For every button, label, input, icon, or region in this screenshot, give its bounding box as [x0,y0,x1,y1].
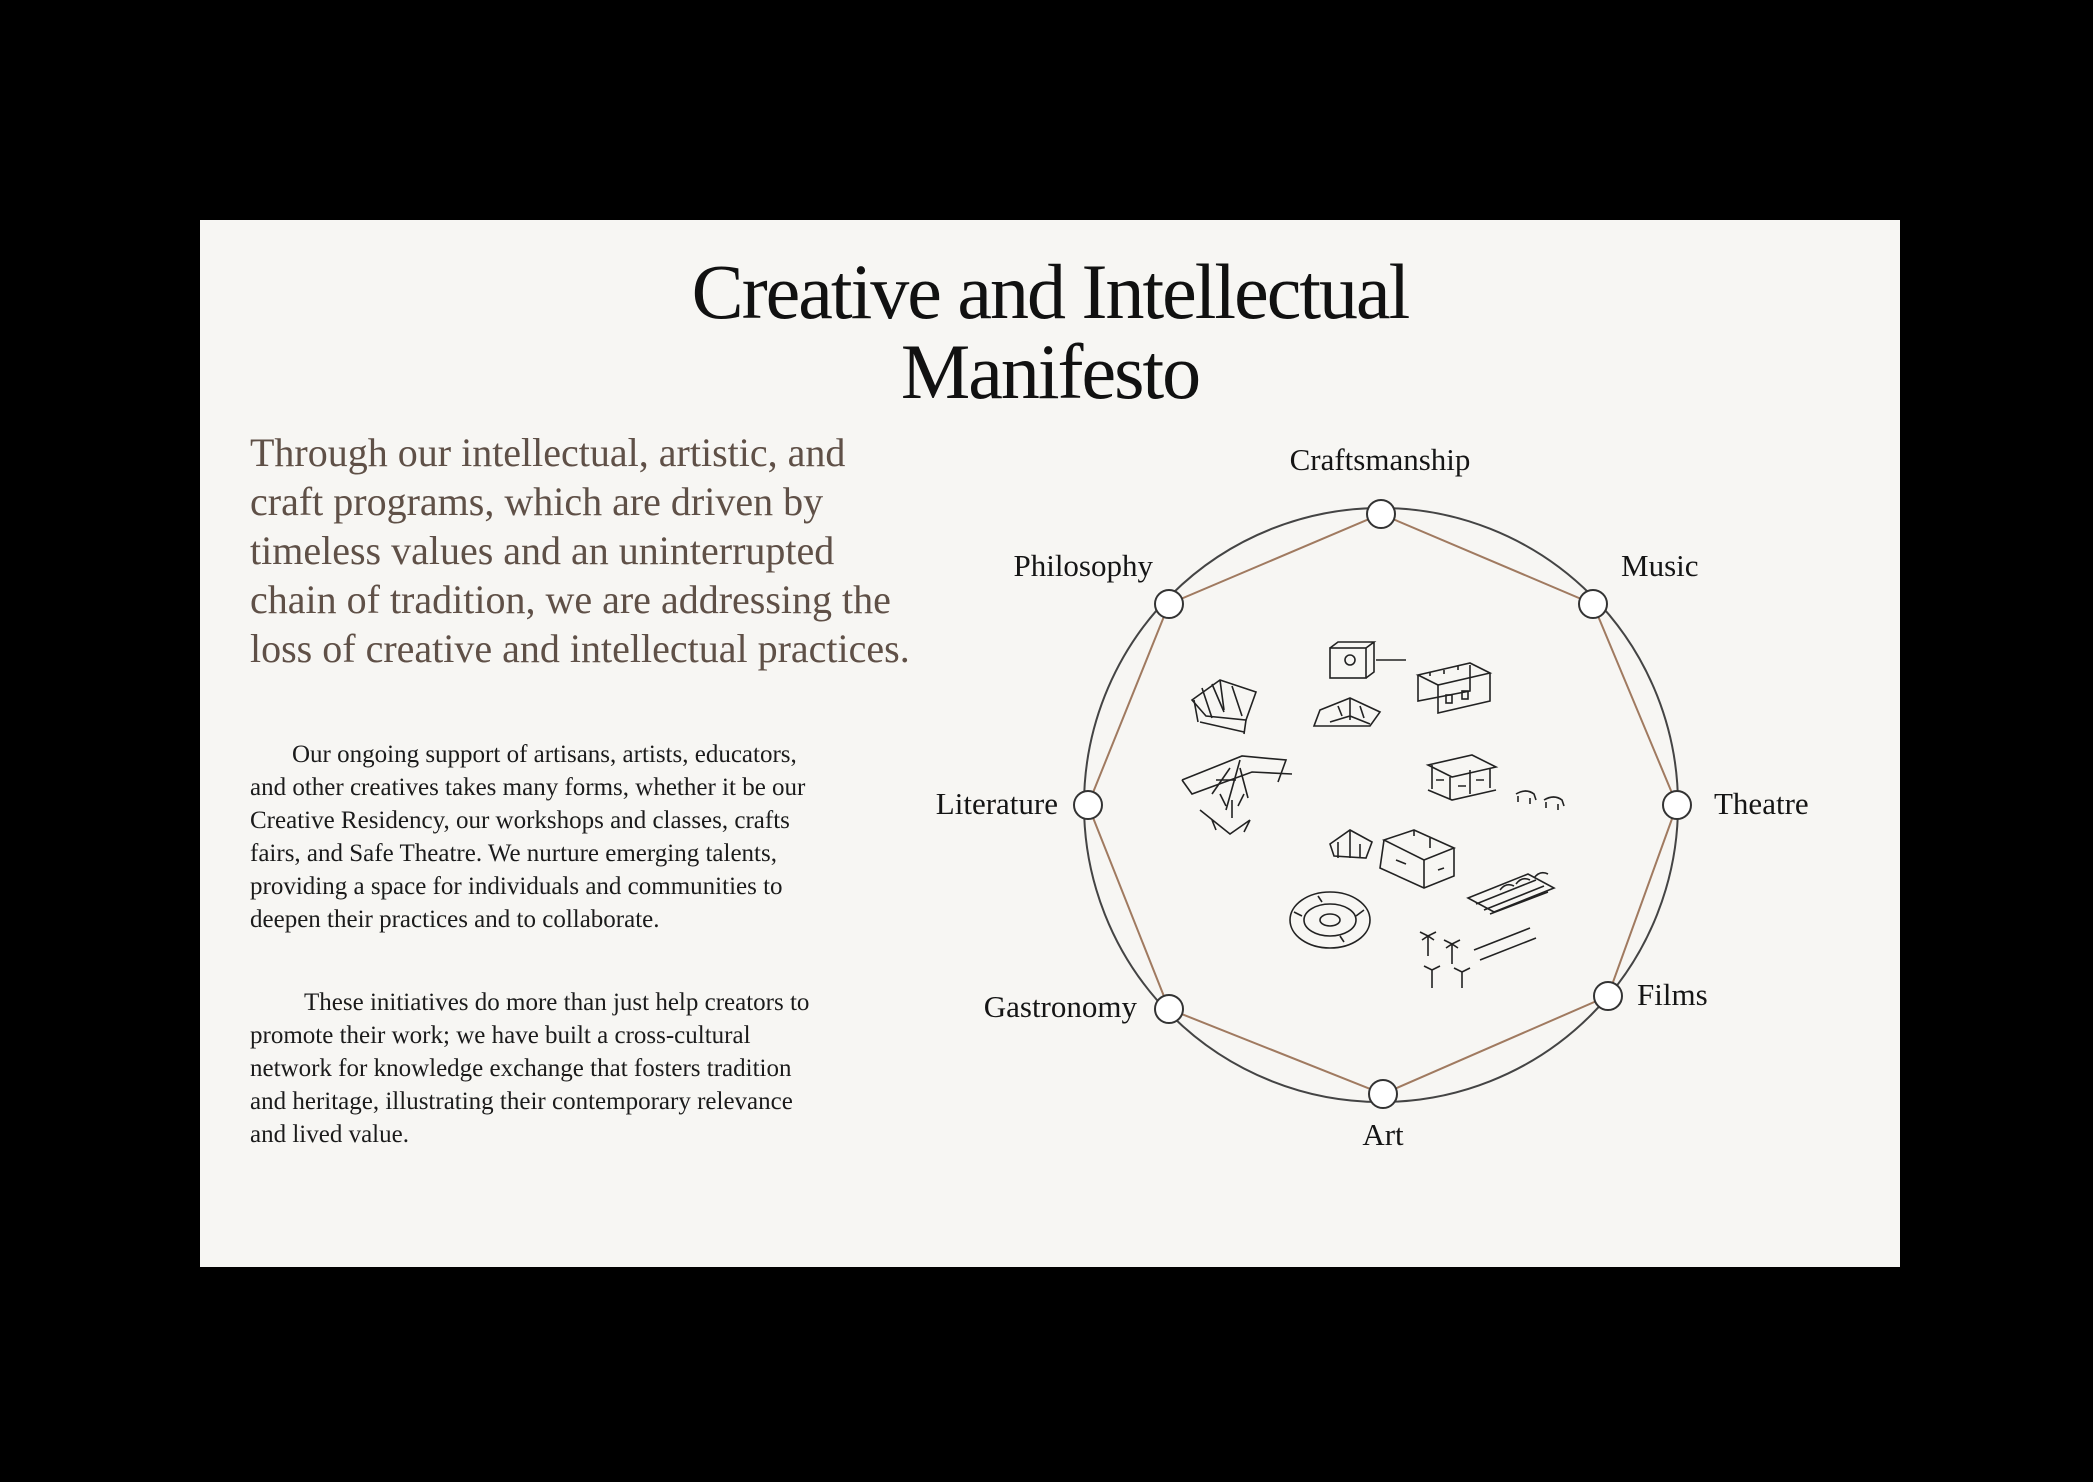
label-music: Music [1621,548,1699,583]
node-music [1579,590,1607,618]
node-gastronomy [1155,995,1183,1023]
slide-panel [200,220,1900,1267]
body-paragraph-1-text: Our ongoing support of artisans, artists, educators, and other creatives takes many forms, whether it be our Creative Residency, our workshops and classes, crafts fairs, and Safe Theatre. We nurture emerging talents, providing a space for individuals and communities to deepen their practices and to collaborate. [250,741,806,933]
long-house-sketch [1418,663,1490,713]
label-art: Art [1362,1117,1404,1152]
title-line-1: Creative and Intellectual [691,248,1409,335]
barn-sketch [1428,755,1496,800]
label-craftsmanship: Craftsmanship [1289,442,1471,477]
node-art [1369,1080,1397,1108]
frame-structure-sketch [1380,830,1454,888]
node-craftsmanship [1367,500,1395,528]
animals-sketch [1516,791,1564,810]
village-sketch-illustration [1182,642,1564,988]
palm-trees-sketch [1420,928,1536,988]
hut-sketch [1192,680,1256,734]
label-literature: Literature [935,786,1058,821]
label-films: Films [1637,977,1708,1012]
label-gastronomy: Gastronomy [983,989,1137,1024]
node-philosophy [1155,590,1183,618]
node-theatre [1663,791,1691,819]
node-films [1594,982,1622,1010]
label-philosophy: Philosophy [1013,548,1153,583]
stone-house-sketch [1330,642,1406,678]
body-paragraph-2-text: These initiatives do more than just help creators to promote their work; we have built a cross-cultural network for knowledge exchange that fosters tradition and heritage, illustrating their contemporary relevance and lived value. [250,989,810,1148]
disciplines-diagram [200,220,1900,1267]
round-hut-sketch [1330,830,1372,858]
lead-statement: Through our intellectual, artistic, and craft programs, which are driven by timeless values and an uninterrupted chain of tradition, we are addressing the loss of creative and intellectual practices. [250,430,910,671]
tent-sketch [1314,698,1380,726]
label-theatre: Theatre [1714,786,1809,821]
diagram-nodes [1074,500,1691,1108]
circular-site-sketch [1290,892,1370,948]
greenhouse-rows-sketch [1468,873,1554,914]
title-line-2: Manifesto [900,328,1200,415]
courtyard-compound-sketch [1182,756,1292,834]
node-literature [1074,791,1102,819]
